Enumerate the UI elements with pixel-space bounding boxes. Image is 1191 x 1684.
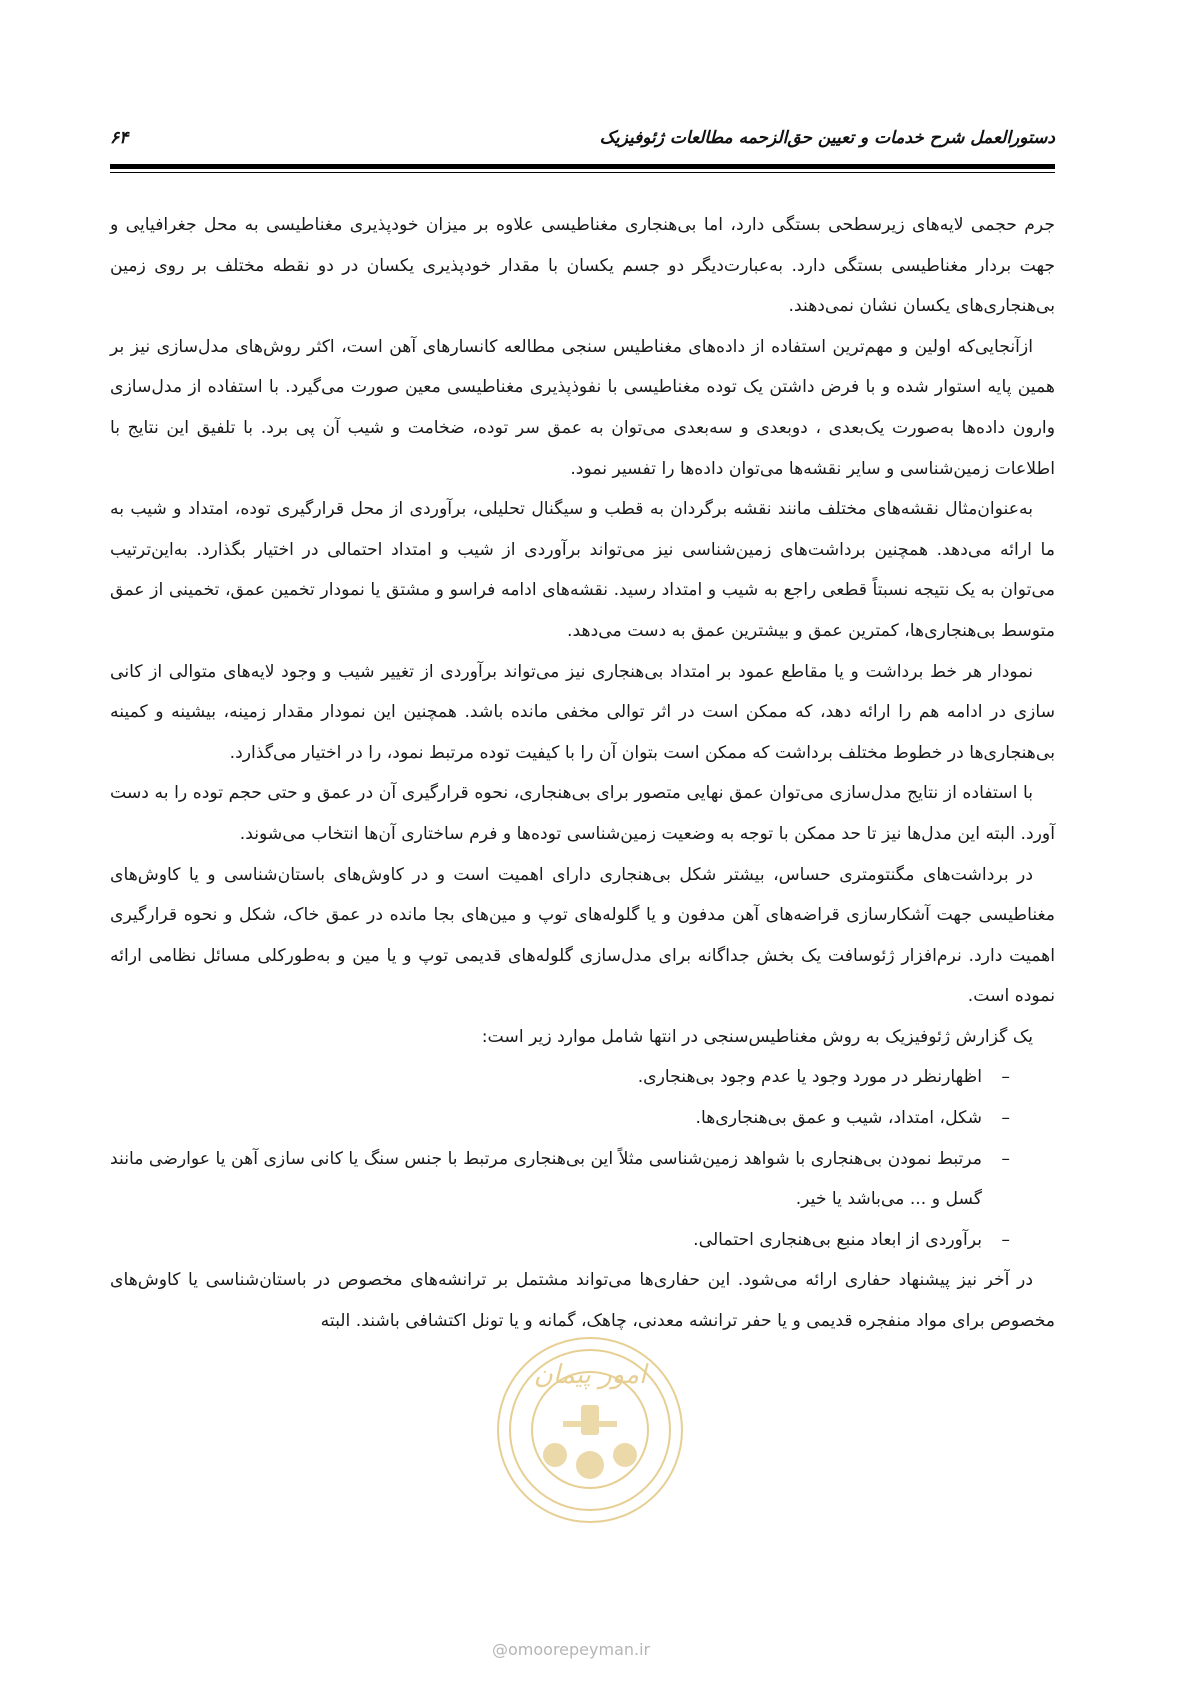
- list-item: [110, 1057, 1010, 1098]
- paragraph-1: جرم حجمی لایه‌های زیرسطحی بستگی دارد، اما بی‌هنجاری مغناطیسی علاوه بر میزان خودپذیری مغناطیسی به محل جغرافیایی و جهت بردار مغناطیسی بستگی دارد. به‌عبارت‌دیگر دو جسم یکسان با مقدار خودپذیری یکسان در دو نقطه مختلف بر روی زمین بی‌هنجاری‌های یکسان نشان نمی‌دهند.: [110, 215, 1055, 317]
- list-item-text: مرتبط نمودن بی‌هنجاری با شواهد زمین‌شناسی مثلاً این بی‌هنجاری مرتبط با جنس سنگ یا کانی سازی آهن یا عوارضی مانند گسل و ... می‌باشد یا خیر.: [110, 1148, 982, 1210]
- list-item-text: شکل، امتداد، شیب و عمق بی‌هنجاری‌ها.: [695, 1108, 982, 1129]
- dash-bullet: –: [1001, 1067, 1010, 1088]
- header-title: دستورالعمل شرح خدمات و تعیین حق‌الزحمه مطالعات ژئوفیزیک: [599, 128, 1055, 148]
- list-item: [110, 1098, 1010, 1139]
- header-rule-thin: [110, 172, 1055, 173]
- header-rule-thick: [110, 164, 1055, 169]
- list-item: [110, 1139, 1010, 1220]
- paragraph-5: با استفاده از نتایج مدل‌سازی می‌توان عمق نهایی متصور برای بی‌هنجاری، نحوه قرارگیری آن در عمق و حتی حجم توده را به دست آورد. البته این مدل‌ها نیز تا حد ممکن با توجه به وضعیت زمین‌شناسی توده‌ها و فرم ساختاری آن‌ها انتخاب می‌شوند.: [110, 783, 1055, 844]
- paragraph-4: نمودار هر خط برداشت و یا مقاطع عمود بر امتداد بی‌هنجاری نیز می‌تواند برآوردی از تغییر شیب و وجود لایه‌های متوالی از کانی سازی در ادامه هم را ارائه دهد، که ممکن است در اثر توالی مخفی مانده باشد. همچنین این نمودار مقدار زمینه، بیشینه و کمینه بی‌هنجاری‌ها در خطوط مختلف برداشت که ممکن است بتوان آن را با کیفیت توده مرتبط نمود، را در اختیار می‌گذارد.: [110, 661, 1055, 763]
- dash-bullet: –: [1001, 1108, 1010, 1129]
- page-number: ۶۴: [110, 128, 129, 148]
- watermark-url: @omoorepeyman.ir: [492, 1640, 651, 1659]
- list-item: [110, 1220, 1010, 1261]
- paragraph-2: ازآنجایی‌که اولین و مهم‌ترین استفاده از داده‌های مغناطیس سنجی مطالعه کانسارهای آهن است، اکثر روش‌های مدل‌سازی نیز بر همین پایه استوار شده و با فرض داشتن یک توده مغناطیسی با نفوذپذیری مغناطیسی معین صورت می‌گیرد. با استفاده از مدل‌سازی وارون داده‌ها به‌صورت یک‌بعدی ، دوبعدی و سه‌بعدی می‌توان به عمق سر توده، ضخامت و شیب آن پی برد. با تلفیق این نتایج با اطلاعات زمین‌شناسی و سایر نقشه‌ها می‌توان داده‌ها را تفسیر نمود.: [110, 336, 1055, 479]
- list-item-text: برآوردی از ابعاد منبع بی‌هنجاری احتمالی.: [693, 1229, 982, 1250]
- list-intro: یک گزارش ژئوفیزیک به روش مغناطیس‌سنجی در انتها شامل موارد زیر است:: [481, 1026, 1033, 1047]
- list-item-text: اظهارنظر در مورد وجود یا عدم وجود بی‌هنجاری.: [637, 1067, 982, 1088]
- body-text: [110, 205, 1055, 1342]
- findings-list: [110, 1057, 1055, 1260]
- dash-bullet: –: [1001, 1148, 1010, 1169]
- page-header: [110, 128, 1055, 158]
- watermark-seal-text: امور پیمان: [533, 1360, 647, 1390]
- watermark-seal-icon: [455, 1325, 725, 1535]
- closing-paragraph: در آخر نیز پیشنهاد حفاری ارائه می‌شود. این حفاری‌ها می‌تواند مشتمل بر ترانشه‌های مخصوص در باستان‌شناسی یا کاوش‌های مخصوص برای مواد منفجره قدیمی و یا حفر ترانشه معدنی، چاهک، گمانه و یا تونل اکتشافی باشند. البته: [110, 1270, 1055, 1332]
- dash-bullet: –: [1001, 1229, 1010, 1250]
- paragraph-6: در برداشت‌های مگنتومتری حساس، بیشتر شکل بی‌هنجاری دارای اهمیت است و در کاوش‌های باستان‌شناسی و یا کاوش‌های مغناطیسی جهت آشکارسازی قراضه‌های آهن مدفون و یا گلوله‌های توپ و مین‌های بجا مانده در عمق خاک، شکل و نحوه قرارگیری اهمیت دارد. نرم‌افزار ژئوسافت یک بخش جداگانه برای مدل‌سازی گلوله‌های قدیمی توپ و یا مین و به‌طورکلی مسائل نظامی ارائه نموده است.: [110, 864, 1055, 1007]
- paragraph-3: به‌عنوان‌مثال نقشه‌های مختلف مانند نقشه برگردان به قطب و سیگنال تحلیلی، برآوردی از محل قرارگیری توده، امتداد و شیب به ما ارائه می‌دهد. همچنین برداشت‌های زمین‌شناسی نیز می‌تواند برآوردی از شیب و امتداد احتمالی در اختیار بگذارد. به‌این‌ترتیب می‌توان به یک نتیجه نسبتاً قطعی راجع به شیب و امتداد رسید. نقشه‌های ادامه فراسو و مشتق یا نمودار تخمین عمق، تخمینی از عمق متوسط بی‌هنجاری‌ها، کمترین عمق و بیشترین عمق به دست می‌دهد.: [110, 499, 1055, 641]
